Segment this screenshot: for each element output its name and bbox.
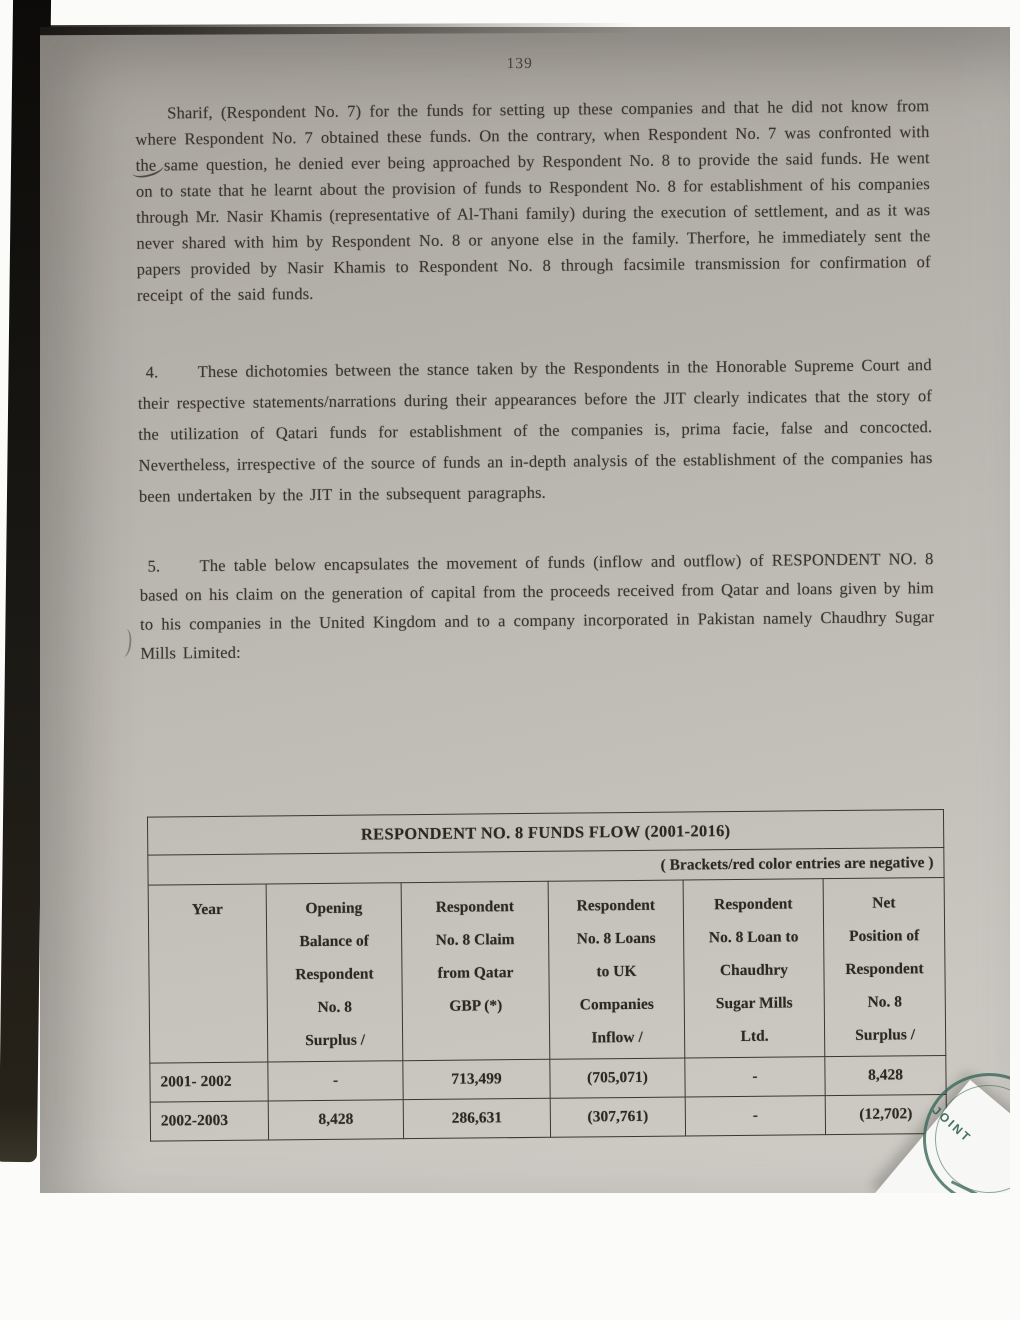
cell-claim-from-qatar: 286,631 [403, 1098, 550, 1138]
funds-flow-table [147, 809, 947, 1142]
paragraph-text: Sharif, (Respondent No. 7) for the funds for setting up these companies and that he did not know from where Respondent No. 7 obtained these funds. On the contrary, when Respondent No. 7 was confronted with the same question, he denied ever being approached by Respondent No. 8 to provide the said funds. He went on to state that he learnt about the provision of funds to Respondent No. 8 for establishment of his companies through Mr. Nasir Khamis (representative of Al-Thani family) during the execution of settlement, and as it was never shared with him by Respondent No. 8 or anyone else in the family. Therfore, he immediately sent the papers provided by Nasir Khamis to Respondent No. 8 through facsimile transmission for confirmation of receipt of the said funds. [135, 96, 931, 305]
stamp-text: JOINT [929, 1103, 975, 1146]
document-page [40, 27, 1010, 1193]
page-content [40, 27, 1010, 1193]
paragraph-text: The table below encapsulates the movement of funds (inflow and outflow) of RESPONDENT NO. 8 based on his claim on the generation of capital from the proceeds received from Qatar and loans given by him to his companies in the United Kingdom and to a company incorporated in Pakistan namely Chaudhry Sugar Mills Limited: [139, 549, 935, 663]
cell-year: 2001- 2002 [150, 1062, 268, 1102]
cell-loans-to-uk: (307,761) [550, 1097, 685, 1137]
cell-claim-from-qatar: 713,499 [403, 1059, 550, 1099]
paragraph-4 [138, 349, 933, 512]
table-title: RESPONDENT NO. 8 FUNDS FLOW (2001-2016) [147, 809, 943, 855]
column-header-loans-to-uk: Respondent No. 8 Loans to UK Companies Inflow / [548, 880, 685, 1059]
cell-net-position: 8,428 [825, 1055, 946, 1095]
page-number: 139 [506, 54, 533, 73]
body-text [135, 93, 934, 668]
cell-loans-to-uk: (705,071) [550, 1058, 685, 1098]
column-header-year: Year [148, 884, 268, 1063]
cell-opening-balance: - [268, 1061, 403, 1101]
paragraph-number: 4. [145, 362, 159, 382]
margin-pen-mark [117, 628, 133, 657]
column-header-loan-to-chaudhry: Respondent No. 8 Loan to Chaudhry Sugar Mills Ltd. [683, 879, 825, 1058]
paragraph-text: These dichotomies between the stance taken by the Respondents in the Honorable Supreme Court and their respective statements/narrations during their appearances before the JIT clearly indicates that the story of the utilization of Qatari funds for establishment of the companies is, prima facie, false and concocted. Nevertheless, irrespective of the source of funds an in-depth analysis of the establishment of the companies has been undertaken by the JIT in the subsequent paragraphs. [137, 355, 933, 506]
paragraph-5 [139, 544, 934, 668]
table-row [150, 1094, 946, 1141]
cell-net-position: (12,702) [825, 1094, 946, 1134]
paragraph-continuation [135, 93, 931, 309]
table-header-row [148, 877, 946, 1063]
cell-loan-to-chaudhry: - [685, 1096, 825, 1136]
column-header-opening-balance: Opening Balance of Respondent No. 8 Surplus / [266, 883, 403, 1062]
cell-loan-to-chaudhry: - [685, 1057, 825, 1097]
cell-opening-balance: 8,428 [268, 1100, 403, 1140]
column-header-net-position: Net Position of Respondent No. 8 Surplus / [823, 877, 946, 1056]
paragraph-number: 5. [147, 556, 161, 576]
column-header-claim-from-qatar: Respondent No. 8 Claim from Qatar GBP (*) [401, 881, 550, 1060]
cell-year: 2002-2003 [150, 1101, 268, 1141]
table-subtitle: ( Brackets/red color entries are negative ) [148, 847, 944, 885]
